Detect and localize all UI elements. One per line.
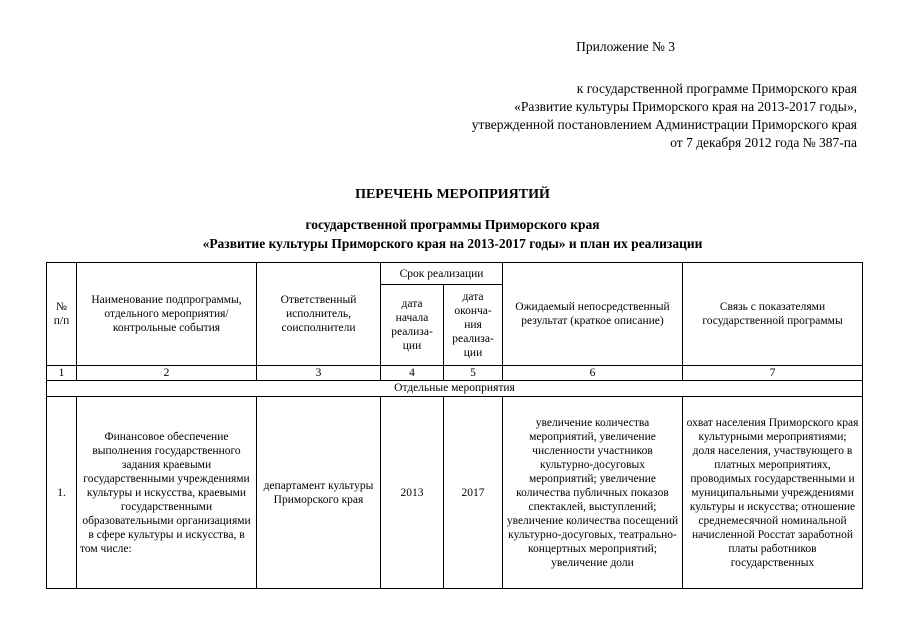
header-result: Ожидаемый непосредственный результат (краткое описание) xyxy=(503,263,683,366)
column-number: 3 xyxy=(257,366,381,381)
appendix-line: к государственной программе Приморского края xyxy=(576,81,857,96)
section-title: Отдельные мероприятия xyxy=(47,381,863,397)
header-executor: Ответственный исполнитель, соисполнители xyxy=(257,263,381,366)
column-numbers-row xyxy=(47,366,863,381)
row-num: 1. xyxy=(47,397,77,589)
appendix-line: утвержденной постановлением Администрации Приморского края xyxy=(471,117,857,132)
row-start: 2013 xyxy=(381,397,444,589)
section-row xyxy=(47,381,863,397)
row-name: Финансовое обеспечение выполнения государственного задания краевыми государственными учреждениями культуры и искусства, краевыми государственными образовательными организациями в сфере культуры и искусства, в том числе: xyxy=(77,397,257,589)
header-row xyxy=(47,263,863,285)
row-result: увеличение количества мероприятий, увеличение численности участников культурно-досуговых мероприятий; увеличение количества публичных показов спектаклей, выступлений; увеличение количества посещений культурно-досуговых, театрально-концертных мероприятий; увеличение доли xyxy=(503,397,683,589)
column-number: 6 xyxy=(503,366,683,381)
document-title: ПЕРЕЧЕНЬ МЕРОПРИЯТИЙ xyxy=(355,187,550,202)
appendix-line: «Развитие культуры Приморского края на 2013-2017 годы», xyxy=(514,99,857,114)
activities-table xyxy=(46,262,863,589)
column-number: 2 xyxy=(77,366,257,381)
column-number: 5 xyxy=(444,366,503,381)
header-period: Срок реализации xyxy=(381,263,503,285)
header-name: Наименование подпрограммы, отдельного мероприятия/контрольные события xyxy=(77,263,257,366)
table-row xyxy=(47,397,863,589)
column-number: 1 xyxy=(47,366,77,381)
appendix-title: Приложение № 3 xyxy=(576,39,675,54)
header-start-date: дата начала реализа-ции xyxy=(381,285,444,366)
document-subtitle: «Развитие культуры Приморского края на 2013-2017 годы» и план их реализации xyxy=(202,236,703,251)
row-link: охват населения Приморского края культурными мероприятиями; доля населения, участвующего в платных мероприятиях, проводимых государственными и муниципальными учреждениями культуры и искусства; отношение среднемесячной номинальной начисленной Росстат заработной платы работников государственных xyxy=(683,397,863,589)
appendix-block xyxy=(297,10,857,152)
row-executor: департамент культуры Приморского края xyxy=(257,397,381,589)
column-number: 4 xyxy=(381,366,444,381)
column-number: 7 xyxy=(683,366,863,381)
appendix-line: от 7 декабря 2012 года № 387-па xyxy=(670,135,857,150)
row-end: 2017 xyxy=(444,397,503,589)
header-num: № п/п xyxy=(47,263,77,366)
document-subtitle: государственной программы Приморского края xyxy=(305,217,600,232)
header-link: Связь с показателями государственной программы xyxy=(683,263,863,366)
header-end-date: дата оконча-ния реализа-ции xyxy=(444,285,503,366)
